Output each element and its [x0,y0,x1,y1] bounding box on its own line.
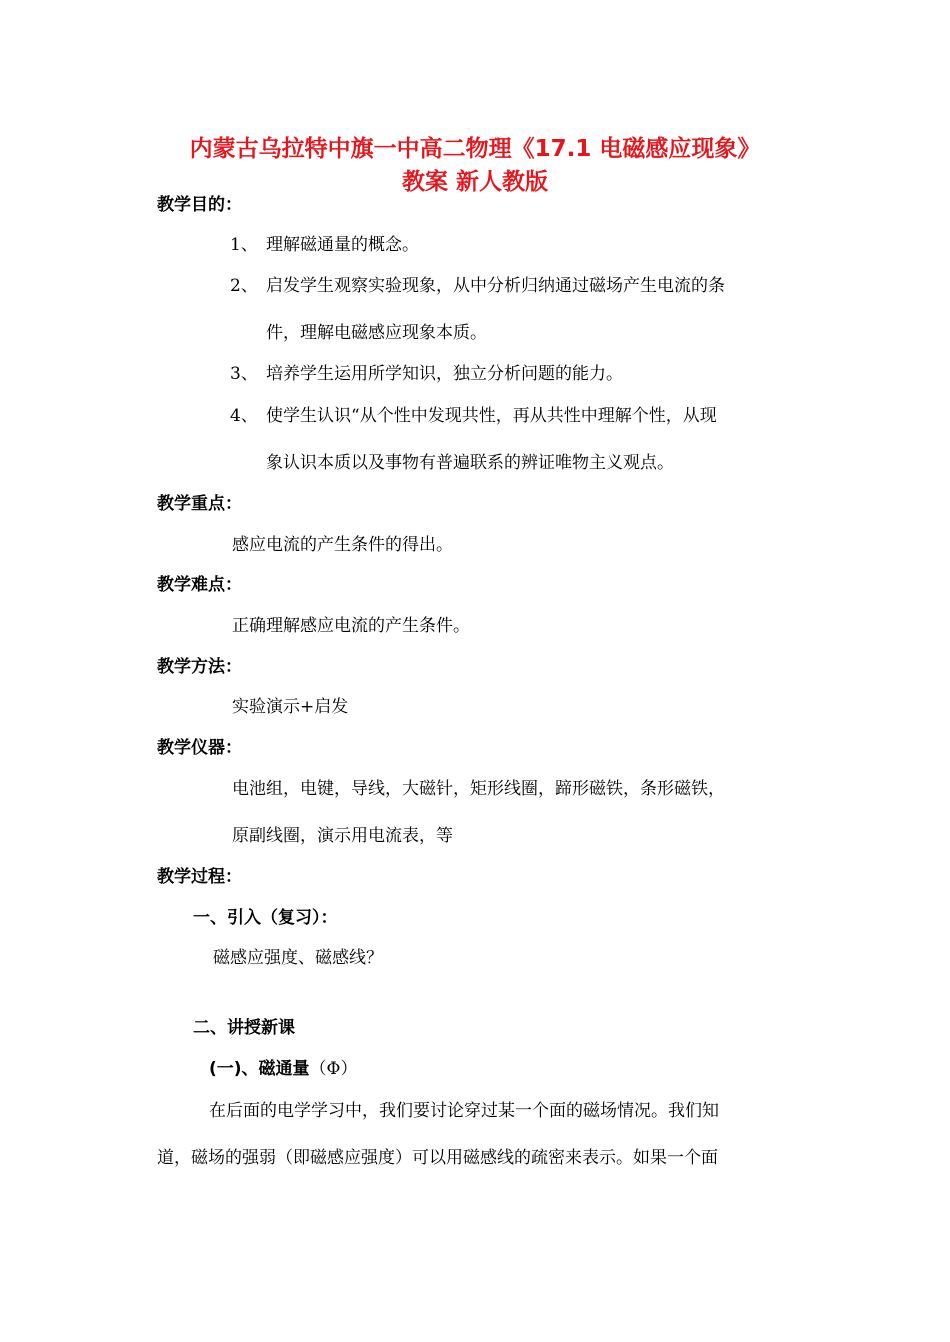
difficulties-heading: 教学难点： [157,575,242,595]
doc-title-line2: 教案 新人教版 [401,169,548,195]
methods-text: 实验演示+启发 [232,697,349,717]
process-heading: 教学过程： [157,867,242,887]
sub1-heading: (一)、磁通量 [209,1059,310,1079]
objective-number: 1、 [230,235,258,255]
objective-item-3 [230,363,623,385]
key-points-heading: 教学重点： [157,494,242,514]
doc-title-line1: 内蒙古乌拉特中旗一中高二物理《17.1 电磁感应现象》 [189,136,761,162]
sub1-heading-line [209,1058,357,1080]
objective-item-2-cont: 件，理解电磁感应现象本质。 [266,323,487,343]
objective-text: 培养学生运用所学知识，独立分析问题的能力。 [266,364,623,384]
flux-symbol: （Φ） [309,1059,358,1079]
section1-heading: 一、引入（复习）： [193,908,338,928]
difficulties-text: 正确理解感应电流的产生条件。 [232,616,470,636]
objective-item-2 [230,275,725,297]
objectives-heading: 教学目的： [157,195,242,215]
objective-number: 3、 [230,364,258,384]
objective-text: 启发学生观察实验现象，从中分析归纳通过磁场产生电流的条 [266,276,725,296]
paragraph-line2: 道，磁场的强弱（即磁感应强度）可以用磁感线的疏密来表示。如果一个面 [157,1148,718,1168]
section2-heading: 二、讲授新课 [193,1018,295,1038]
objective-number: 4、 [230,406,258,426]
instruments-line2: 原副线圈，演示用电流表，等 [232,826,453,846]
section1-text: 磁感应强度、磁感线？ [213,948,383,968]
instruments-heading: 教学仪器： [157,738,242,758]
objective-item-1 [230,234,419,256]
objective-number: 2、 [230,276,258,296]
paragraph-line1: 在后面的电学学习中，我们要讨论穿过某一个面的磁场情况。我们知 [209,1101,719,1121]
objective-text: 理解磁通量的概念。 [266,235,419,255]
objective-item-4 [230,405,717,427]
methods-heading: 教学方法： [157,657,242,677]
objective-text: 使学生认识“从个性中发现共性，再从共性中理解个性，从现 [266,406,717,426]
objective-item-4-cont: 象认识本质以及事物有普遍联系的辨证唯物主义观点。 [266,453,674,473]
key-points-text: 感应电流的产生条件的得出。 [232,535,453,555]
instruments-line1: 电池组，电键，导线，大磁针，矩形线圈，蹄形磁铁，条形磁铁， [232,779,725,799]
